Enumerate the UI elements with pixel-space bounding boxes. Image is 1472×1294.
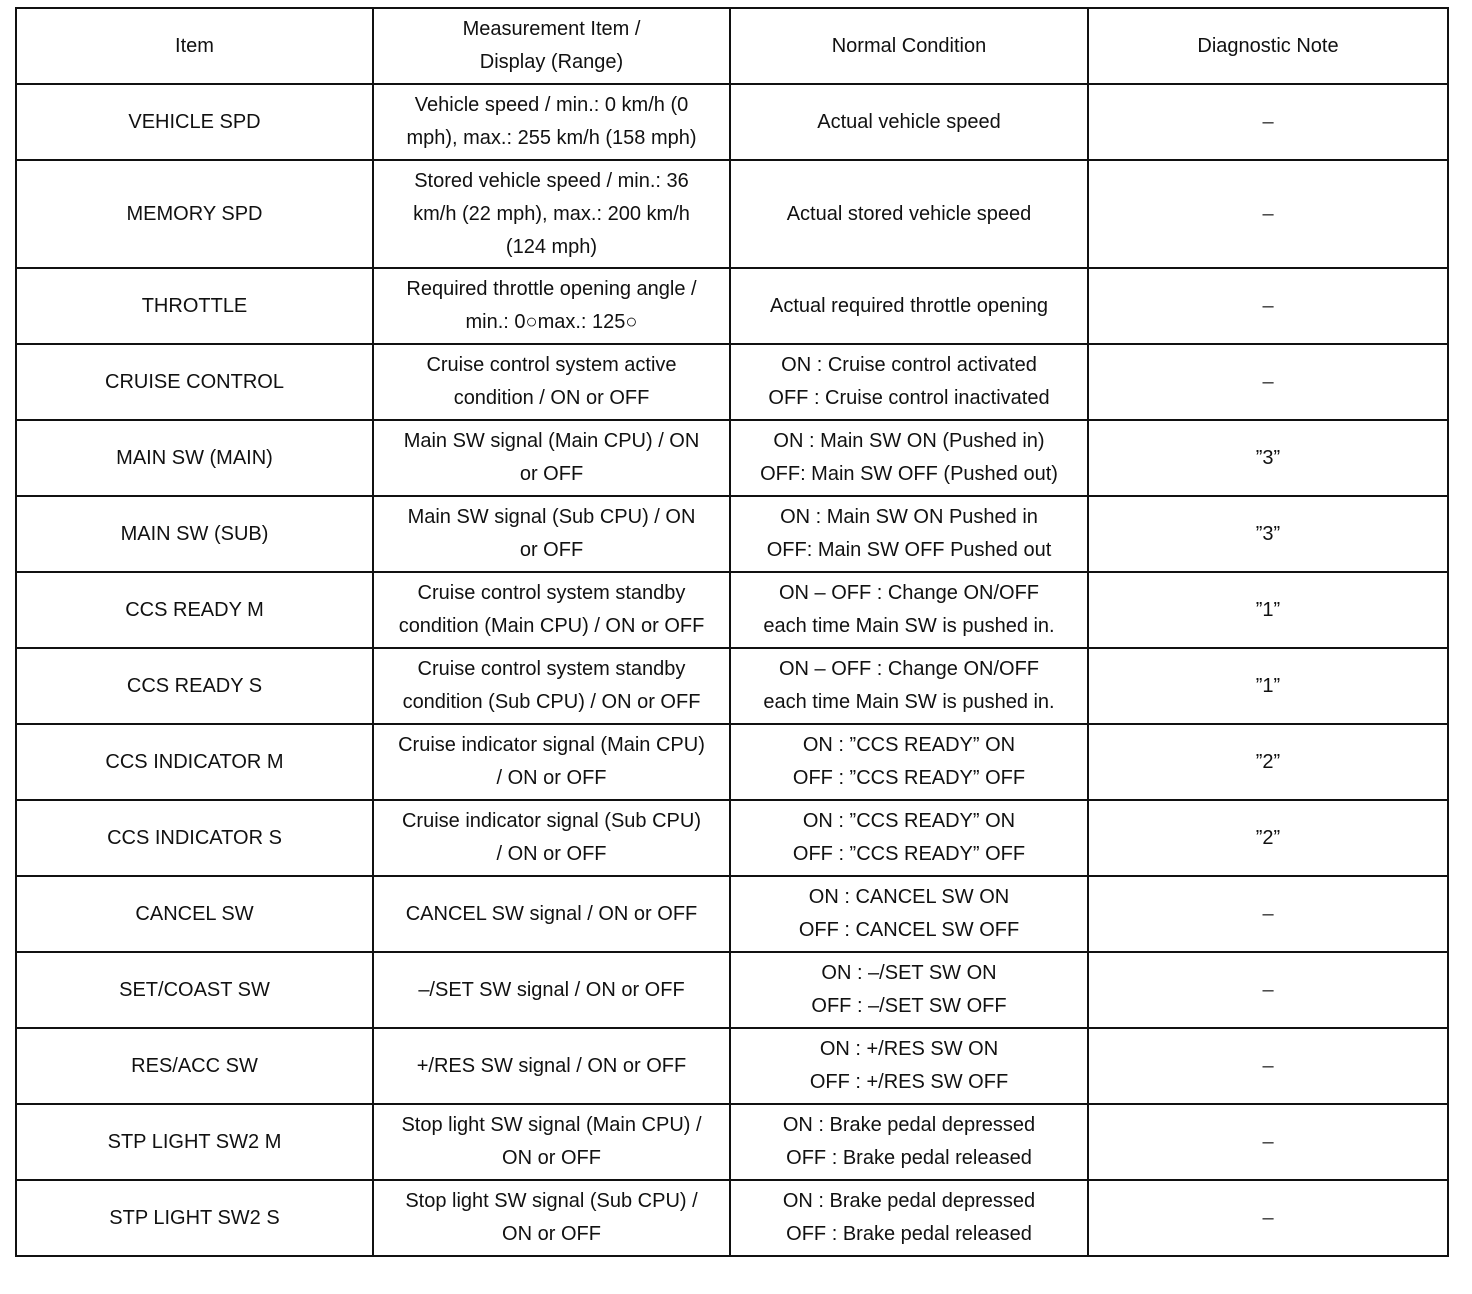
cell-measurement-line: –/SET SW signal / ON or OFF bbox=[418, 978, 685, 1001]
cell-diagnostic-note-text: – bbox=[1262, 202, 1274, 225]
cell-measurement-line: / ON or OFF bbox=[496, 843, 607, 865]
cell-measurement-line: Stop light SW signal (Sub CPU) / bbox=[405, 1190, 698, 1212]
cell-normal-condition-line: OFF : Cruise control inactivated bbox=[768, 387, 1050, 409]
cell-item-text: CCS INDICATOR M bbox=[105, 750, 284, 773]
cell-measurement bbox=[373, 648, 730, 724]
table-row bbox=[16, 160, 1448, 268]
table-row bbox=[16, 1180, 1448, 1256]
cell-item-text: MAIN SW (SUB) bbox=[120, 522, 269, 545]
cell-measurement-line: Vehicle speed / min.: 0 km/h (0 bbox=[414, 94, 689, 116]
cell-normal-condition-line: OFF : +/RES SW OFF bbox=[809, 1071, 1009, 1093]
cell-item bbox=[16, 876, 373, 952]
cell-item-text: CCS READY M bbox=[125, 598, 264, 621]
cell-diagnostic-note-text: – bbox=[1262, 1054, 1274, 1077]
cell-measurement-line: Cruise control system active bbox=[426, 354, 677, 376]
cell-diagnostic-note bbox=[1088, 344, 1448, 420]
cell-measurement bbox=[373, 1180, 730, 1256]
cell-normal-condition bbox=[730, 1028, 1088, 1104]
cell-normal-condition-line: ON : Main SW ON (Pushed in) bbox=[773, 430, 1045, 452]
cell-item bbox=[16, 952, 373, 1028]
data-monitor-table-sheet bbox=[15, 7, 1447, 1257]
cell-measurement-line: Cruise control system standby bbox=[417, 658, 686, 680]
cell-normal-condition bbox=[730, 496, 1088, 572]
table-row bbox=[16, 420, 1448, 496]
cell-measurement bbox=[373, 1028, 730, 1104]
cell-measurement-line: min.: 0○max.: 125○ bbox=[465, 311, 638, 333]
cell-item-text: MAIN SW (MAIN) bbox=[116, 446, 273, 469]
cell-measurement-line: Stop light SW signal (Main CPU) / bbox=[401, 1114, 702, 1136]
cell-item bbox=[16, 268, 373, 344]
cell-item-text: CCS READY S bbox=[126, 674, 263, 697]
cell-item-text: THROTTLE bbox=[141, 294, 248, 317]
cell-normal-condition bbox=[730, 952, 1088, 1028]
cell-diagnostic-note bbox=[1088, 724, 1448, 800]
cell-item bbox=[16, 1028, 373, 1104]
cell-normal-condition-line: OFF : CANCEL SW OFF bbox=[798, 919, 1020, 941]
cell-diagnostic-note-text: ”3” bbox=[1255, 522, 1281, 545]
table-row bbox=[16, 876, 1448, 952]
cell-item bbox=[16, 84, 373, 160]
cell-diagnostic-note bbox=[1088, 268, 1448, 344]
cell-diagnostic-note-text: – bbox=[1262, 1206, 1274, 1229]
cell-item bbox=[16, 420, 373, 496]
cell-item-text: VEHICLE SPD bbox=[128, 110, 261, 133]
table-row bbox=[16, 800, 1448, 876]
cell-measurement-line: Stored vehicle speed / min.: 36 bbox=[414, 169, 689, 192]
cell-measurement bbox=[373, 572, 730, 648]
cell-item-text: SET/COAST SW bbox=[119, 978, 270, 1001]
cell-measurement bbox=[373, 800, 730, 876]
table-row bbox=[16, 952, 1448, 1028]
cell-measurement bbox=[373, 1104, 730, 1180]
cell-item bbox=[16, 648, 373, 724]
cell-normal-condition bbox=[730, 84, 1088, 160]
header-row bbox=[16, 8, 1448, 84]
cell-normal-condition-line: ON : –/SET SW ON bbox=[821, 962, 997, 984]
cell-measurement-line: km/h (22 mph), max.: 200 km/h bbox=[413, 202, 690, 225]
cell-normal-condition-line: ON : +/RES SW ON bbox=[819, 1038, 999, 1060]
cell-diagnostic-note-text: ”3” bbox=[1255, 446, 1281, 469]
cell-diagnostic-note-text: ”2” bbox=[1255, 750, 1281, 773]
data-monitor-table bbox=[15, 7, 1449, 1257]
cell-normal-condition bbox=[730, 268, 1088, 344]
header-normal-condition: Normal Condition bbox=[730, 8, 1088, 84]
table-row bbox=[16, 84, 1448, 160]
cell-measurement-line: or OFF bbox=[519, 463, 584, 485]
table-row bbox=[16, 724, 1448, 800]
cell-measurement-line: Main SW signal (Sub CPU) / ON bbox=[407, 506, 696, 528]
cell-normal-condition-line: Actual vehicle speed bbox=[817, 110, 1001, 133]
cell-measurement bbox=[373, 160, 730, 268]
cell-measurement bbox=[373, 268, 730, 344]
cell-normal-condition bbox=[730, 876, 1088, 952]
cell-diagnostic-note-text: ”1” bbox=[1255, 674, 1281, 697]
cell-diagnostic-note-text: – bbox=[1262, 902, 1274, 925]
cell-diagnostic-note-text: ”1” bbox=[1255, 598, 1281, 621]
cell-item bbox=[16, 724, 373, 800]
cell-normal-condition-line: ON : Brake pedal depressed bbox=[782, 1190, 1036, 1212]
cell-normal-condition-line: OFF : Brake pedal released bbox=[786, 1147, 1032, 1169]
cell-measurement-line: condition (Sub CPU) / ON or OFF bbox=[402, 691, 701, 713]
cell-normal-condition-line: Actual stored vehicle speed bbox=[786, 202, 1032, 225]
header-item: Item bbox=[16, 8, 373, 84]
cell-diagnostic-note bbox=[1088, 160, 1448, 268]
cell-item bbox=[16, 1180, 373, 1256]
cell-measurement bbox=[373, 344, 730, 420]
cell-normal-condition-line: ON : Brake pedal depressed bbox=[782, 1114, 1036, 1136]
table-row bbox=[16, 1028, 1448, 1104]
cell-normal-condition-line: OFF: Main SW OFF Pushed out bbox=[766, 539, 1052, 561]
cell-normal-condition bbox=[730, 724, 1088, 800]
cell-measurement-line: Main SW signal (Main CPU) / ON bbox=[403, 430, 700, 452]
cell-diagnostic-note-text: – bbox=[1262, 1130, 1274, 1153]
cell-normal-condition-line: ON : Cruise control activated bbox=[781, 354, 1037, 376]
cell-normal-condition bbox=[730, 160, 1088, 268]
cell-normal-condition-line: ON – OFF : Change ON/OFF bbox=[778, 582, 1040, 604]
cell-item bbox=[16, 344, 373, 420]
cell-measurement bbox=[373, 876, 730, 952]
cell-measurement bbox=[373, 420, 730, 496]
cell-diagnostic-note bbox=[1088, 572, 1448, 648]
cell-normal-condition-line: Actual required throttle opening bbox=[770, 294, 1048, 317]
cell-item bbox=[16, 160, 373, 268]
cell-diagnostic-note bbox=[1088, 1028, 1448, 1104]
cell-diagnostic-note bbox=[1088, 496, 1448, 572]
cell-measurement bbox=[373, 952, 730, 1028]
cell-normal-condition bbox=[730, 1104, 1088, 1180]
cell-item-text: CRUISE CONTROL bbox=[105, 370, 284, 393]
header-measurement: Measurement Item / Display (Range) bbox=[373, 8, 730, 84]
cell-diagnostic-note-text: ”2” bbox=[1255, 826, 1281, 849]
cell-normal-condition-line: OFF: Main SW OFF (Pushed out) bbox=[760, 463, 1058, 485]
cell-measurement-line: ON or OFF bbox=[502, 1147, 601, 1169]
cell-normal-condition bbox=[730, 648, 1088, 724]
cell-normal-condition bbox=[730, 572, 1088, 648]
cell-normal-condition-line: ON : ”CCS READY” ON bbox=[802, 810, 1016, 832]
cell-diagnostic-note bbox=[1088, 952, 1448, 1028]
cell-diagnostic-note bbox=[1088, 876, 1448, 952]
table-body bbox=[16, 84, 1448, 1256]
cell-normal-condition-line: ON : ”CCS READY” ON bbox=[802, 734, 1016, 756]
cell-normal-condition-line: each time Main SW is pushed in. bbox=[763, 615, 1055, 637]
table-row bbox=[16, 648, 1448, 724]
cell-item bbox=[16, 1104, 373, 1180]
cell-normal-condition bbox=[730, 1180, 1088, 1256]
cell-normal-condition-line: ON – OFF : Change ON/OFF bbox=[778, 658, 1040, 680]
cell-measurement-line: condition (Main CPU) / ON or OFF bbox=[398, 615, 705, 637]
cell-diagnostic-note bbox=[1088, 84, 1448, 160]
cell-normal-condition-line: ON : Main SW ON Pushed in bbox=[780, 506, 1038, 528]
cell-item-text: STP LIGHT SW2 S bbox=[109, 1206, 280, 1229]
cell-normal-condition-line: each time Main SW is pushed in. bbox=[763, 691, 1055, 713]
cell-item-text: MEMORY SPD bbox=[126, 202, 263, 225]
cell-diagnostic-note bbox=[1088, 800, 1448, 876]
cell-normal-condition bbox=[730, 420, 1088, 496]
cell-diagnostic-note-text: – bbox=[1262, 370, 1274, 393]
cell-normal-condition-line: OFF : ”CCS READY” OFF bbox=[792, 843, 1026, 865]
cell-item-text: STP LIGHT SW2 M bbox=[107, 1130, 282, 1153]
cell-measurement bbox=[373, 496, 730, 572]
table-row bbox=[16, 572, 1448, 648]
cell-item-text: CANCEL SW bbox=[135, 902, 254, 925]
cell-measurement-line: mph), max.: 255 km/h (158 mph) bbox=[406, 127, 697, 149]
cell-measurement-line: Cruise control system standby bbox=[417, 582, 686, 604]
cell-measurement-line: Required throttle opening angle / bbox=[406, 278, 697, 300]
cell-item-text: CCS INDICATOR S bbox=[107, 826, 282, 849]
cell-measurement bbox=[373, 724, 730, 800]
header-diagnostic-note: Diagnostic Note bbox=[1088, 8, 1448, 84]
cell-measurement bbox=[373, 84, 730, 160]
cell-diagnostic-note bbox=[1088, 1180, 1448, 1256]
cell-diagnostic-note bbox=[1088, 420, 1448, 496]
cell-measurement-line: Cruise indicator signal (Main CPU) bbox=[398, 734, 705, 756]
cell-measurement-line: ON or OFF bbox=[502, 1223, 601, 1245]
cell-normal-condition-line: ON : CANCEL SW ON bbox=[808, 886, 1010, 908]
cell-normal-condition-line: OFF : Brake pedal released bbox=[786, 1223, 1032, 1245]
cell-diagnostic-note-text: – bbox=[1262, 294, 1274, 317]
cell-measurement-line: (124 mph) bbox=[505, 235, 598, 258]
cell-normal-condition-line: OFF : –/SET SW OFF bbox=[811, 995, 1007, 1017]
cell-normal-condition bbox=[730, 800, 1088, 876]
cell-measurement-line: / ON or OFF bbox=[496, 767, 607, 789]
cell-measurement-line: Cruise indicator signal (Sub CPU) bbox=[401, 810, 701, 832]
cell-measurement-line: or OFF bbox=[519, 539, 584, 561]
table-row bbox=[16, 1104, 1448, 1180]
table-row bbox=[16, 344, 1448, 420]
table-row bbox=[16, 496, 1448, 572]
cell-item-text: RES/ACC SW bbox=[131, 1054, 258, 1077]
cell-normal-condition-line: OFF : ”CCS READY” OFF bbox=[792, 767, 1026, 789]
cell-measurement-line: CANCEL SW signal / ON or OFF bbox=[405, 902, 698, 925]
cell-diagnostic-note bbox=[1088, 1104, 1448, 1180]
cell-diagnostic-note-text: – bbox=[1262, 110, 1274, 133]
cell-diagnostic-note-text: – bbox=[1262, 978, 1274, 1001]
cell-diagnostic-note bbox=[1088, 648, 1448, 724]
cell-item bbox=[16, 800, 373, 876]
cell-item bbox=[16, 572, 373, 648]
table-row bbox=[16, 268, 1448, 344]
cell-measurement-line: condition / ON or OFF bbox=[453, 387, 650, 409]
cell-item bbox=[16, 496, 373, 572]
cell-normal-condition bbox=[730, 344, 1088, 420]
cell-measurement-line: +/RES SW signal / ON or OFF bbox=[416, 1054, 687, 1077]
